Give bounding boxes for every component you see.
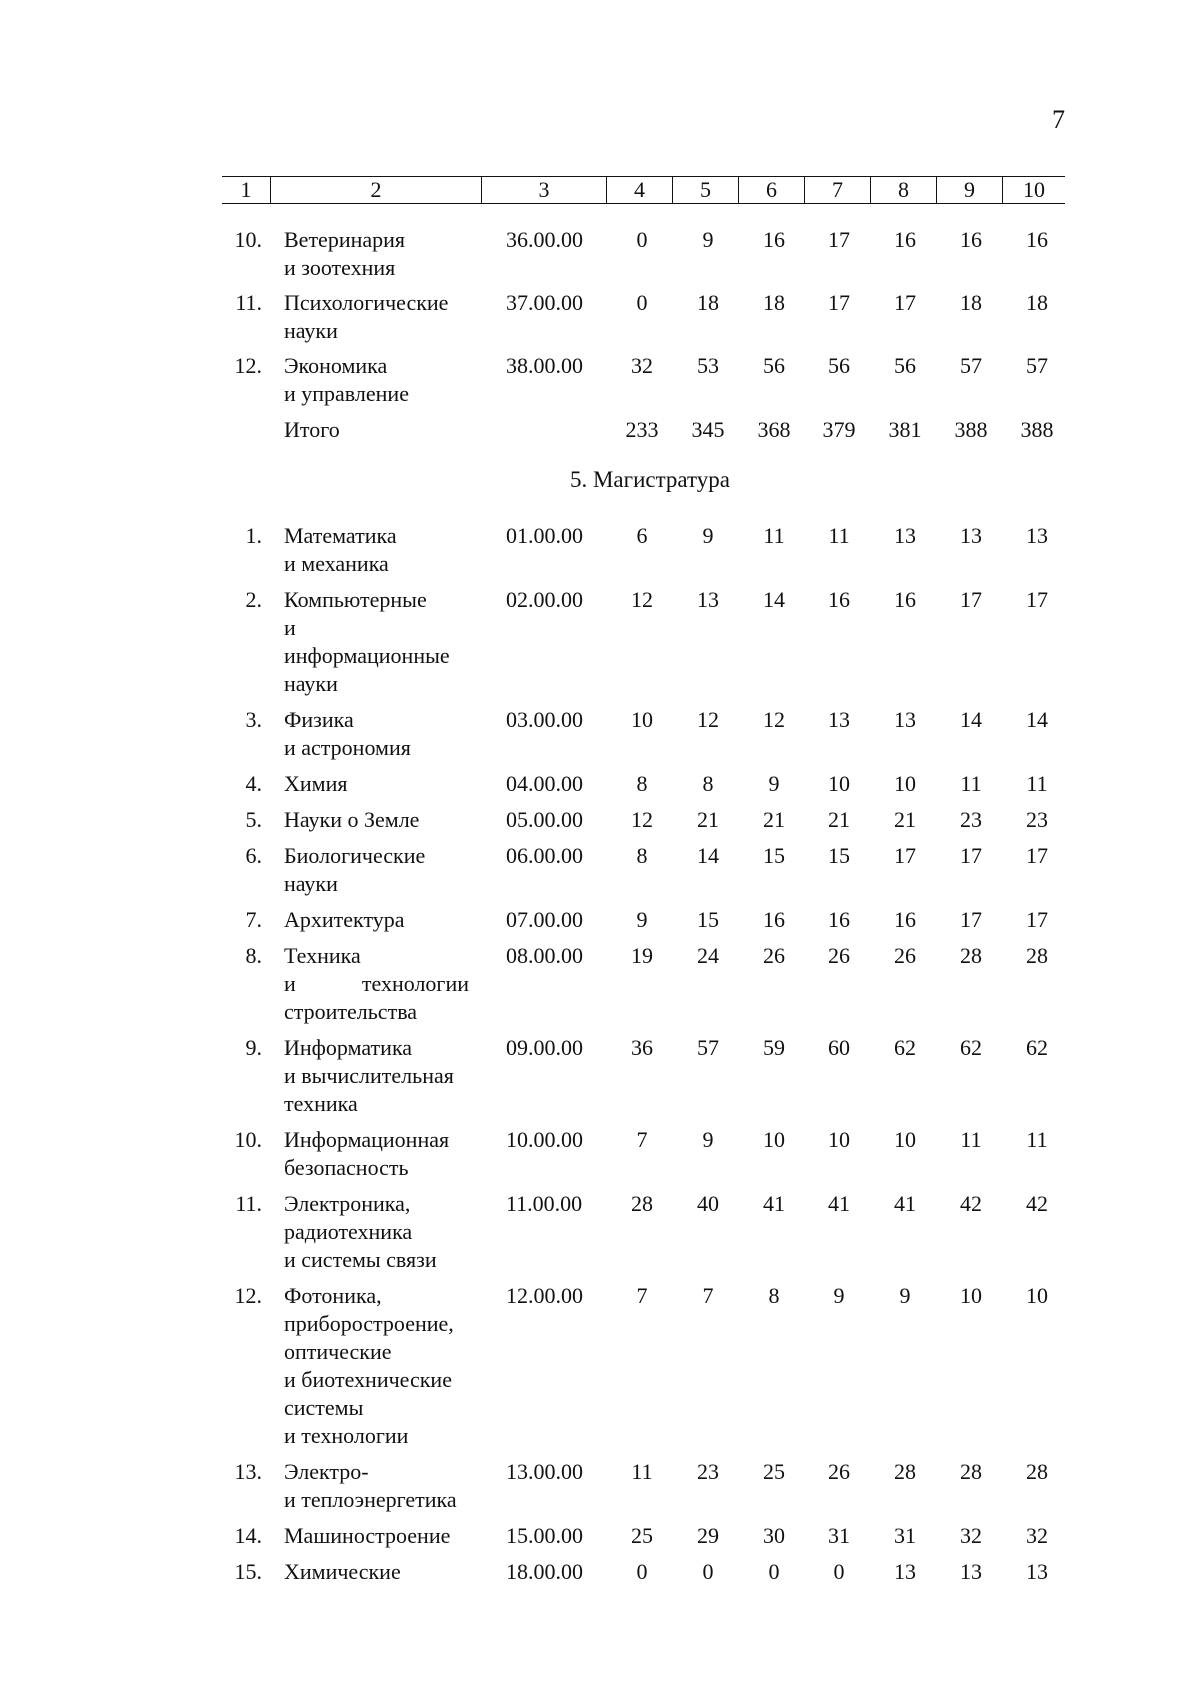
row-value-col-6: 8 (768, 1283, 780, 1308)
row-code: 11.00.00 (506, 1191, 583, 1216)
row-value-col-5: 57 (697, 1035, 719, 1060)
row-name-line: и вычислительная (284, 1063, 454, 1088)
row-name-line: Психологические (284, 290, 449, 315)
row-code: 01.00.00 (506, 523, 583, 548)
row-number: 10. (234, 1127, 262, 1152)
row-name (284, 586, 469, 698)
row-name-line: Фотоника, (284, 1283, 382, 1308)
row-value-col-6: 14 (763, 587, 785, 612)
row-value-col-10: 14 (1026, 707, 1048, 732)
row-value-col-5: 23 (697, 1459, 719, 1484)
row-code: 07.00.00 (506, 907, 583, 932)
row-value-col-9: 18 (960, 290, 982, 315)
row-value-col-10: 57 (1026, 353, 1048, 378)
page-number: 7 (1052, 105, 1065, 134)
row-value-col-6: 11 (763, 523, 785, 548)
row-value-col-7: 26 (828, 1459, 850, 1484)
row-value-col-10: 16 (1026, 227, 1048, 252)
row-number: 14. (234, 1523, 262, 1548)
row-value-col-9: 17 (960, 843, 982, 868)
row-name (284, 942, 469, 1026)
header-col-4: 4 (607, 177, 673, 204)
row-value-col-10: 18 (1026, 290, 1048, 315)
row-value-col-7: 16 (828, 907, 850, 932)
row-value-col-10: 388 (1020, 417, 1054, 442)
row-value-col-4: 36 (631, 1035, 653, 1060)
row-number: 9. (245, 1035, 262, 1060)
row-value-col-5: 9 (702, 523, 714, 548)
row-value-col-9: 16 (960, 227, 982, 252)
row-value-col-5: 29 (697, 1523, 719, 1548)
row-value-col-6: 56 (763, 353, 785, 378)
row-value-col-6: 41 (763, 1191, 785, 1216)
row-number: 7. (245, 907, 262, 932)
row-name-word: технологии (361, 971, 469, 996)
row-name-line (284, 970, 469, 998)
row-number: 10. (234, 227, 262, 252)
row-value-col-8: 13 (894, 707, 916, 732)
row-value-col-4: 8 (636, 843, 648, 868)
row-value-col-7: 26 (828, 943, 850, 968)
row-value-col-6: 26 (763, 943, 785, 968)
row-value-col-9: 13 (960, 523, 982, 548)
row-value-col-8: 13 (894, 1559, 916, 1584)
row-value-col-4: 0 (636, 1559, 648, 1584)
row-value-col-7: 21 (828, 807, 850, 832)
row-name-word: и (284, 971, 296, 996)
row-code: 13.00.00 (506, 1459, 583, 1484)
header-col-5: 5 (673, 177, 739, 204)
row-value-col-6: 15 (763, 843, 785, 868)
row-number: 13. (234, 1459, 262, 1484)
row-number: 1. (245, 523, 262, 548)
row-value-col-10: 42 (1026, 1191, 1048, 1216)
row-value-col-5: 9 (702, 1127, 714, 1152)
row-code: 02.00.00 (506, 587, 583, 612)
row-value-col-10: 28 (1026, 1459, 1048, 1484)
row-value-col-9: 28 (960, 943, 982, 968)
row-name-line: Компьютерные (284, 587, 427, 612)
row-number: 11. (235, 1191, 262, 1216)
row-name-line: Науки о Земле (284, 807, 420, 832)
row-value-col-8: 17 (894, 843, 916, 868)
row-value-col-8: 10 (894, 1127, 916, 1152)
row-value-col-6: 30 (763, 1523, 785, 1548)
row-number: 3. (245, 707, 262, 732)
row-name-line: Физика (284, 707, 354, 732)
row-value-col-4: 11 (631, 1459, 653, 1484)
row-value-col-10: 10 (1026, 1283, 1048, 1308)
row-name-line: и (284, 615, 296, 640)
row-value-col-8: 31 (894, 1523, 916, 1548)
row-code: 05.00.00 (506, 807, 583, 832)
header-col-10: 10 (1003, 177, 1066, 204)
row-value-col-10: 13 (1026, 523, 1048, 548)
row-name (284, 522, 469, 578)
row-name (284, 1558, 469, 1586)
row-value-col-7: 15 (828, 843, 850, 868)
row-value-col-4: 28 (631, 1191, 653, 1216)
row-value-col-6: 21 (763, 807, 785, 832)
row-number: 8. (245, 943, 262, 968)
row-code: 36.00.00 (506, 227, 583, 252)
row-value-col-10: 23 (1026, 807, 1048, 832)
row-value-col-8: 381 (888, 417, 922, 442)
row-name-line: и технологии (284, 1423, 409, 1448)
row-name-line: приборостроение, (284, 1311, 454, 1336)
row-name (284, 706, 469, 762)
row-value-col-6: 59 (763, 1035, 785, 1060)
row-value-col-7: 10 (828, 771, 850, 796)
row-value-col-10: 17 (1026, 843, 1048, 868)
row-value-col-8: 21 (894, 807, 916, 832)
row-value-col-9: 28 (960, 1459, 982, 1484)
row-name-line: безопасность (284, 1155, 409, 1180)
row-name-line: и теплоэнергетика (284, 1487, 457, 1512)
row-value-col-6: 10 (763, 1127, 785, 1152)
row-value-col-7: 31 (828, 1523, 850, 1548)
row-value-col-5: 14 (697, 843, 719, 868)
row-name-line: оптические (284, 1339, 392, 1364)
row-value-col-10: 11 (1026, 771, 1048, 796)
row-name-line: и зоотехния (284, 255, 396, 280)
row-name-line: и управление (284, 381, 409, 406)
row-name-line: Математика (284, 523, 397, 548)
row-value-col-8: 9 (899, 1283, 911, 1308)
row-name (284, 289, 469, 345)
row-value-col-6: 16 (763, 227, 785, 252)
row-name-line: Архитектура (284, 907, 405, 932)
row-name-line: Экономика (284, 353, 388, 378)
row-code: 06.00.00 (506, 843, 583, 868)
header-row (222, 177, 1065, 204)
row-value-col-5: 9 (702, 227, 714, 252)
row-name (284, 1282, 469, 1450)
row-value-col-8: 41 (894, 1191, 916, 1216)
row-value-col-5: 40 (697, 1191, 719, 1216)
row-name (284, 842, 469, 898)
row-value-col-9: 14 (960, 707, 982, 732)
row-value-col-10: 17 (1026, 587, 1048, 612)
header-table (222, 176, 1065, 204)
row-name-line: Химические (284, 1559, 401, 1584)
row-value-col-10: 32 (1026, 1523, 1048, 1548)
row-value-col-4: 233 (625, 417, 659, 442)
row-value-col-6: 12 (763, 707, 785, 732)
row-number: 6. (245, 843, 262, 868)
row-value-col-9: 62 (960, 1035, 982, 1060)
row-value-col-4: 0 (636, 227, 648, 252)
row-value-col-8: 13 (894, 523, 916, 548)
row-value-col-4: 19 (631, 943, 653, 968)
row-code: 37.00.00 (506, 290, 583, 315)
row-value-col-9: 11 (960, 771, 982, 796)
row-code: 12.00.00 (506, 1283, 583, 1308)
row-value-col-7: 9 (833, 1283, 845, 1308)
row-value-col-4: 7 (636, 1283, 648, 1308)
row-value-col-8: 16 (894, 907, 916, 932)
row-value-col-10: 17 (1026, 907, 1048, 932)
row-value-col-7: 0 (833, 1559, 845, 1584)
row-name-line: Биологические (284, 843, 426, 868)
row-value-col-4: 9 (636, 907, 648, 932)
row-value-col-8: 17 (894, 290, 916, 315)
row-value-col-8: 28 (894, 1459, 916, 1484)
row-value-col-10: 13 (1026, 1559, 1048, 1584)
row-value-col-6: 16 (763, 907, 785, 932)
row-name-line: Техника (284, 943, 361, 968)
row-value-col-7: 60 (828, 1035, 850, 1060)
row-value-col-5: 15 (697, 907, 719, 932)
row-value-col-5: 24 (697, 943, 719, 968)
row-value-col-8: 16 (894, 227, 916, 252)
row-name-line: науки (284, 671, 338, 696)
header-col-9: 9 (937, 177, 1003, 204)
row-value-col-4: 0 (636, 290, 648, 315)
row-name (284, 1458, 469, 1514)
row-value-col-6: 9 (768, 771, 780, 796)
row-value-col-9: 17 (960, 907, 982, 932)
row-code: 18.00.00 (506, 1559, 583, 1584)
row-value-col-5: 13 (697, 587, 719, 612)
row-value-col-4: 8 (636, 771, 648, 796)
row-name-line: науки (284, 318, 338, 343)
row-code: 09.00.00 (506, 1035, 583, 1060)
row-value-col-7: 13 (828, 707, 850, 732)
row-code: 08.00.00 (506, 943, 583, 968)
row-value-col-4: 12 (631, 807, 653, 832)
row-name (284, 1522, 469, 1550)
row-name (284, 1190, 469, 1274)
row-value-col-8: 16 (894, 587, 916, 612)
row-name-line: радиотехника (284, 1219, 413, 1244)
row-value-col-10: 11 (1026, 1127, 1048, 1152)
row-number: 11. (235, 290, 262, 315)
header-col-7: 7 (805, 177, 871, 204)
row-value-col-5: 0 (702, 1559, 714, 1584)
row-value-col-5: 12 (697, 707, 719, 732)
row-name (284, 352, 469, 408)
row-value-col-9: 57 (960, 353, 982, 378)
row-number: 5. (245, 807, 262, 832)
row-value-col-5: 53 (697, 353, 719, 378)
row-value-col-7: 17 (828, 290, 850, 315)
row-name-line: и системы связи (284, 1247, 437, 1272)
row-value-col-7: 17 (828, 227, 850, 252)
row-name-line: Химия (284, 771, 348, 796)
row-name-line: техника (284, 1091, 358, 1116)
row-value-col-7: 11 (828, 523, 850, 548)
header-col-2: 2 (271, 177, 482, 204)
row-value-col-8: 26 (894, 943, 916, 968)
row-value-col-7: 10 (828, 1127, 850, 1152)
row-value-col-4: 12 (631, 587, 653, 612)
row-value-col-9: 10 (960, 1283, 982, 1308)
header-col-8: 8 (871, 177, 937, 204)
row-value-col-8: 56 (894, 353, 916, 378)
header-col-3: 3 (482, 177, 607, 204)
row-value-col-10: 28 (1026, 943, 1048, 968)
row-value-col-4: 7 (636, 1127, 648, 1152)
row-value-col-7: 41 (828, 1191, 850, 1216)
row-value-col-9: 388 (954, 417, 988, 442)
row-code: 10.00.00 (506, 1127, 583, 1152)
row-name (284, 1034, 469, 1118)
row-number: 15. (234, 1559, 262, 1584)
row-value-col-9: 23 (960, 807, 982, 832)
row-value-col-9: 42 (960, 1191, 982, 1216)
row-name (284, 1126, 469, 1182)
row-name-line: Информационная (284, 1127, 450, 1152)
row-value-col-6: 0 (768, 1559, 780, 1584)
row-code: 15.00.00 (506, 1523, 583, 1548)
row-value-col-5: 21 (697, 807, 719, 832)
row-value-col-6: 18 (763, 290, 785, 315)
row-name-line: информационные (284, 643, 450, 668)
row-name (284, 806, 469, 834)
row-name-line: системы (284, 1395, 364, 1420)
row-value-col-6: 368 (757, 417, 791, 442)
row-value-col-4: 32 (631, 353, 653, 378)
row-value-col-5: 345 (691, 417, 725, 442)
row-name (284, 226, 469, 282)
row-value-col-8: 10 (894, 771, 916, 796)
row-name (284, 416, 469, 444)
row-code: 38.00.00 (506, 353, 583, 378)
row-name-line: и механика (284, 551, 389, 576)
row-value-col-4: 25 (631, 1523, 653, 1548)
row-name (284, 770, 469, 798)
row-value-col-9: 11 (960, 1127, 982, 1152)
row-value-col-5: 7 (702, 1283, 714, 1308)
row-value-col-9: 17 (960, 587, 982, 612)
row-code: 03.00.00 (506, 707, 583, 732)
row-value-col-4: 10 (631, 707, 653, 732)
header-col-6: 6 (739, 177, 805, 204)
row-name-line: Электроника, (284, 1191, 411, 1216)
row-value-col-7: 379 (822, 417, 856, 442)
row-name-line: строительства (284, 999, 418, 1024)
row-value-col-4: 6 (636, 523, 648, 548)
row-number: 12. (234, 353, 262, 378)
row-number: 12. (234, 1283, 262, 1308)
row-value-col-6: 25 (763, 1459, 785, 1484)
row-name-line: Итого (284, 417, 340, 442)
row-number: 4. (245, 771, 262, 796)
row-value-col-10: 62 (1026, 1035, 1048, 1060)
row-number: 2. (245, 587, 262, 612)
row-name-line: Электро- (284, 1459, 369, 1484)
row-name-line: Информатика (284, 1035, 413, 1060)
row-value-col-7: 56 (828, 353, 850, 378)
row-name-line: Машиностроение (284, 1523, 451, 1548)
section-title: 5. Магистратура (569, 467, 730, 492)
row-value-col-9: 13 (960, 1559, 982, 1584)
row-value-col-8: 62 (894, 1035, 916, 1060)
row-value-col-5: 8 (702, 771, 714, 796)
row-name (284, 906, 469, 934)
row-code: 04.00.00 (506, 771, 583, 796)
header-col-1: 1 (222, 177, 271, 204)
row-value-col-5: 18 (697, 290, 719, 315)
row-value-col-9: 32 (960, 1523, 982, 1548)
row-name-line: и астрономия (284, 735, 411, 760)
row-value-col-7: 16 (828, 587, 850, 612)
row-name-line: и биотехнические (284, 1367, 452, 1392)
row-name-line: науки (284, 871, 338, 896)
row-name-line: Ветеринария (284, 227, 406, 252)
